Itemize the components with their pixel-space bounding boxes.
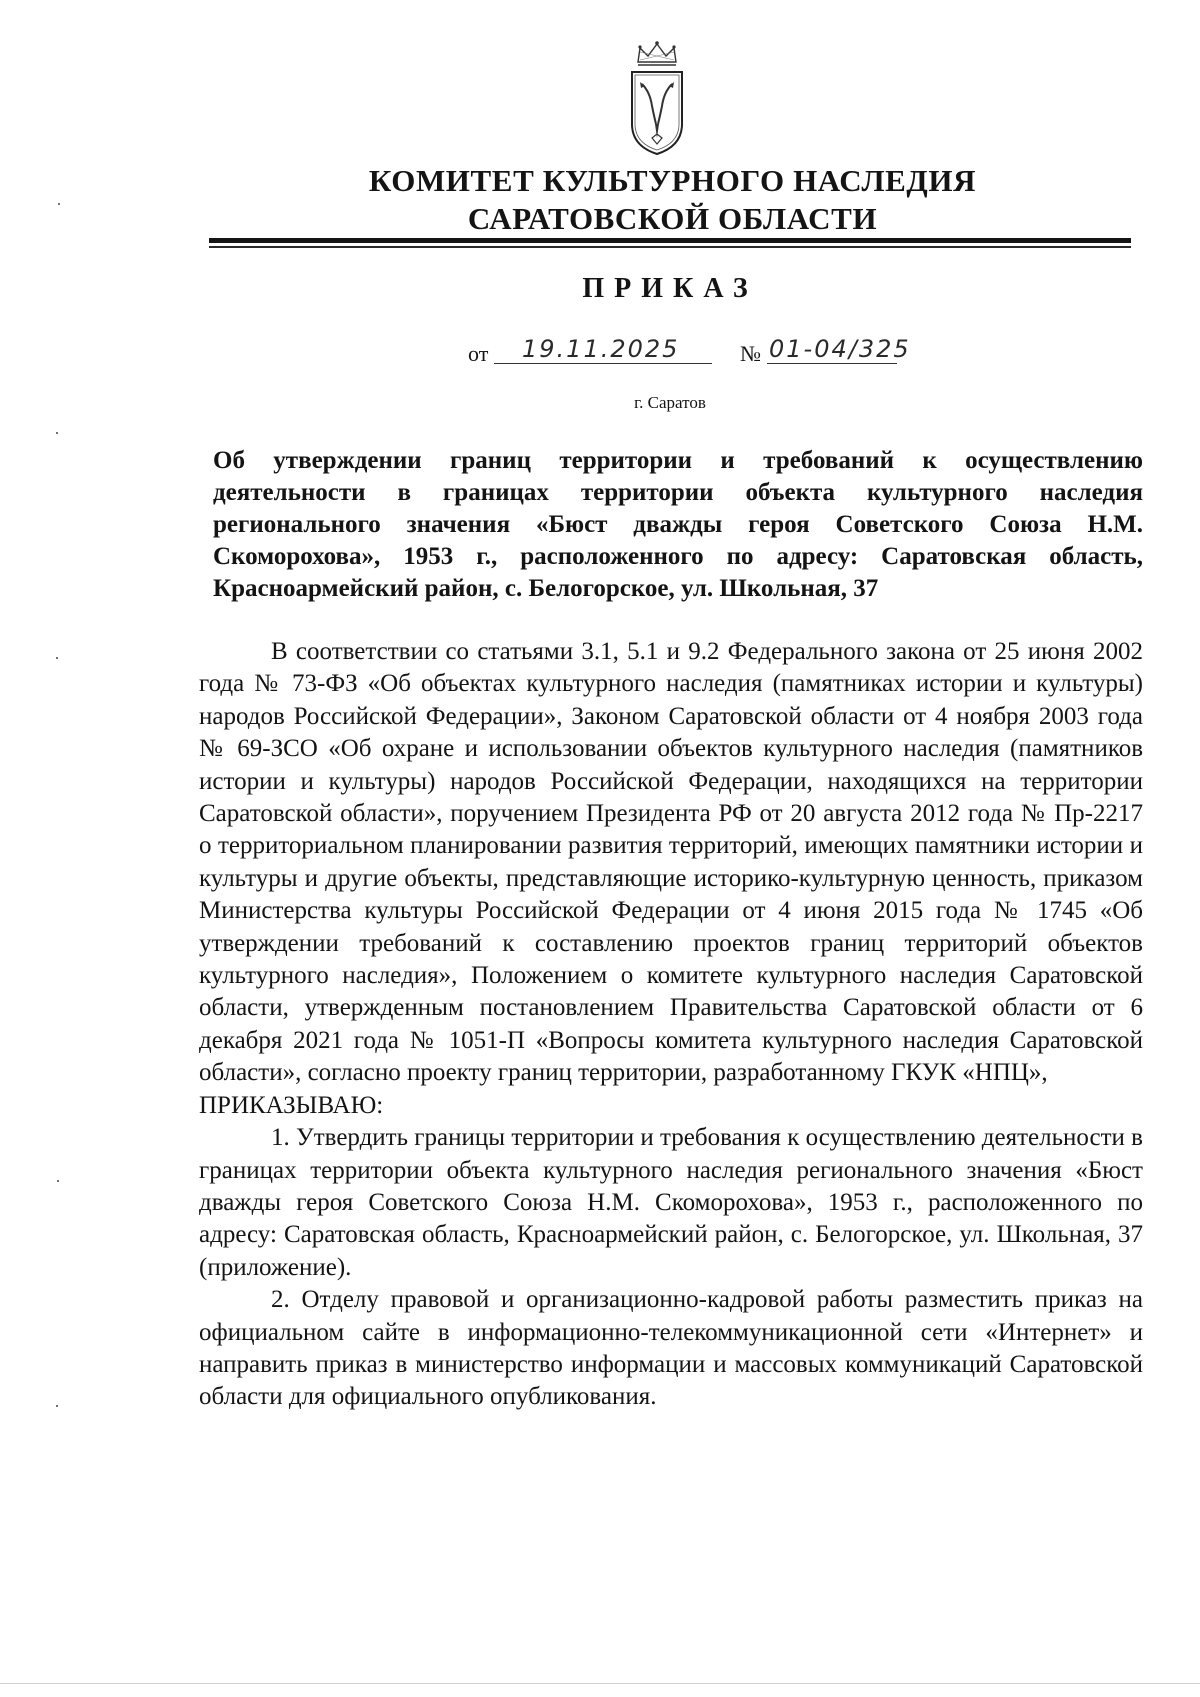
header-divider-thick: [209, 238, 1131, 243]
scan-speck: [57, 1180, 59, 1182]
scan-speck: [56, 657, 58, 659]
number-field: [767, 335, 911, 364]
organization-name-line-1: КОМИТЕТ КУЛЬТУРНОГО НАСЛЕДИЯ: [368, 163, 977, 198]
order-item-1: 1. Утвердить границы территории и требования к осуществлению деятельности в границах территории объекта культурного наследия регионального значения «Бюст дважды героя Советского Союза Н.М. Скоморохова», 1953 г., расположенного по адресу: Саратовская область, Красноармейский район, с. Белогорское, ул. Школьная, 37 (приложение).: [199, 1124, 1143, 1281]
coat-of-arms-icon: [628, 40, 686, 158]
order-word: ПРИКАЗЫВАЮ:: [199, 1091, 384, 1119]
document-type: ПРИКАЗ: [582, 273, 758, 304]
preamble-paragraph: В соответствии со статьями 3.1, 5.1 и 9.2 Федерального закона от 25 июня 2002 года № 73-ФЗ «Об объектах культурного наследия (памятниках истории и культуры) народов Российской Федерации», Законом Саратовской области от 4 ноября 2003 года № 69-ЗСО «Об охране и использовании объектов культурного наследия (памятников истории и культуры) народов Российской Федерации, находящихся на территории Саратовской области», поручением Президента РФ от 20 августа 2012 года № Пр-2217 о территориальном планировании развития территорий, имеющих памятники истории и культуры и другие объекты, представляющие историко-культурную ценность, приказом Министерства культуры Российской Федерации от 4 июня 2015 года № 1745 «Об утверждении требований к составлению проектов границ территорий объектов культурного наследия», Положением о комитете культурного наследия Саратовской области, утвержденным постановлением Правительства Саратовской области от 6 декабря 2021 года № 1051-П «Вопросы комитета культурного наследия Саратовской области», согласно проекту границ территории, разработанному ГКУК «НПЦ»,: [199, 638, 1143, 1087]
order-body: [199, 636, 1143, 1414]
organization-name-line-2: САРАТОВСКОЙ ОБЛАСТИ: [467, 201, 878, 236]
scan-speck: [56, 432, 58, 434]
scan-speck: [58, 203, 60, 205]
header-divider-thin: [209, 246, 1131, 248]
order-subject: Об утверждении границ территории и требований к осуществлению деятельности в границах территории объекта культурного наследия регионального значения «Бюст дважды героя Советского Союза Н.М. Скоморохова», 1953 г., расположенного по адресу: Саратовская область, Красноармейский район, с. Белогорское, ул. Школьная, 37: [213, 447, 1143, 602]
organization-name: [200, 162, 1145, 238]
handwritten-number: 01-04/325: [769, 335, 911, 363]
order-item-2: 2. Отделу правовой и организационно-кадровой работы разместить приказ на официальном сайте в информационно-телекоммуникационной сети «Интернет» и направить приказ в министерство информации и массовых коммуникаций Саратовской области для официального опубликования.: [199, 1286, 1143, 1411]
city: г. Саратов: [634, 393, 706, 412]
date-number-line: [0, 335, 1200, 375]
handwritten-date: 19.11.2025: [522, 335, 680, 363]
scan-bottom-edge: [0, 1683, 1200, 1684]
date-field: [494, 335, 712, 364]
date-prefix: от: [468, 341, 489, 366]
number-prefix: №: [740, 341, 761, 366]
scan-speck: [56, 1405, 58, 1407]
